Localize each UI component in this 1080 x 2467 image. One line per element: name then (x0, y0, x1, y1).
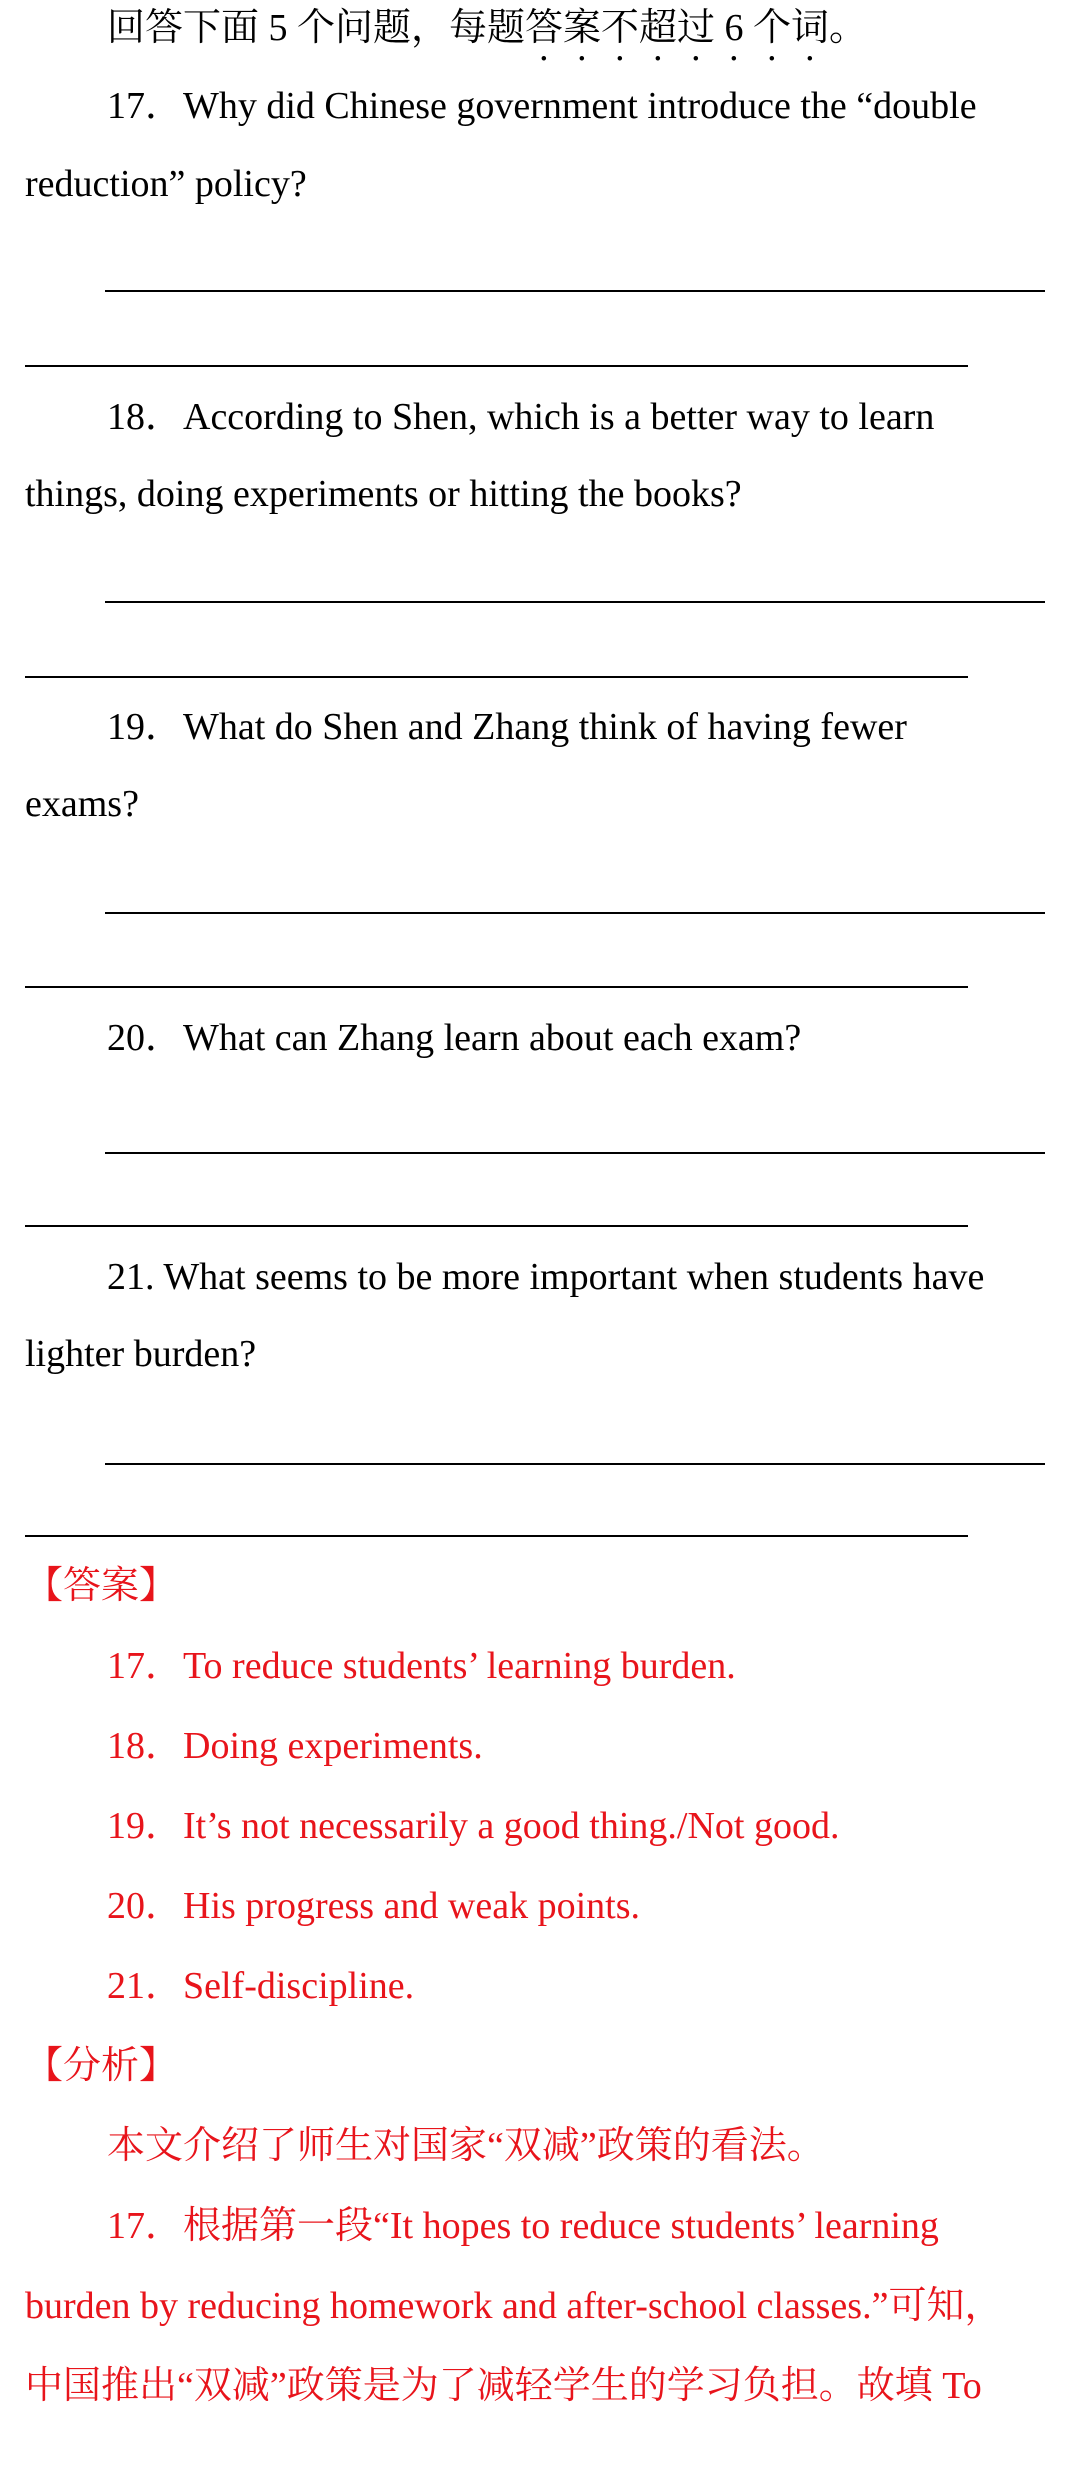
question-21-line-2: lighter burden? (25, 1333, 257, 1375)
answer-blank-line[interactable] (105, 1463, 1045, 1465)
analysis-line-3: 中国推出“双减”政策是为了减轻学生的学习负担。故填 To (25, 2365, 982, 2407)
answer-blank-line[interactable] (25, 365, 968, 367)
answer-17: 17．To reduce students’ learning burden. (107, 1645, 736, 1687)
answer-blank-line[interactable] (105, 290, 1045, 292)
answer-blank-line[interactable] (105, 912, 1045, 914)
instruction-text (107, 4, 867, 70)
question-21-line-1: 21. What seems to be more important when students have (107, 1256, 985, 1298)
instruction-after: 。 (829, 7, 868, 49)
answer-blank-line[interactable] (105, 601, 1045, 603)
question-18-line-1: 18．According to Shen, which is a better way to learn (107, 396, 935, 438)
question-17-line-2: reduction” policy? (25, 163, 307, 205)
answer-blank-line[interactable] (25, 1225, 968, 1227)
answer-blank-line[interactable] (25, 1535, 968, 1537)
answer-blank-line[interactable] (105, 1152, 1045, 1154)
answer-21: 21．Self-discipline. (107, 1965, 415, 2007)
answer-20: 20．His progress and weak points. (107, 1885, 640, 1927)
question-18-line-2: things, doing experiments or hitting the books? (25, 473, 742, 515)
answer-blank-line[interactable] (25, 676, 968, 678)
analysis-intro: 本文介绍了师生对国家“双减”政策的看法。 (107, 2125, 825, 2167)
answer-18: 18．Doing experiments. (107, 1725, 483, 1767)
analysis-line-2: burden by reducing homework and after-school classes.”可知， (25, 2285, 1003, 2327)
answer-blank-line[interactable] (25, 986, 968, 988)
answer-19: 19．It’s not necessarily a good thing./Not good. (107, 1805, 840, 1847)
question-17-line-1: 17．Why did Chinese government introduce the “double (107, 85, 977, 127)
question-19-line-2: exams? (25, 783, 139, 825)
analysis-heading: 【分析】 (25, 2045, 178, 2087)
analysis-line-1: 17．根据第一段“It hopes to reduce students’ learning (107, 2205, 939, 2247)
answer-heading: 【答案】 (25, 1565, 178, 1607)
question-20-line-1: 20．What can Zhang learn about each exam? (107, 1017, 802, 1059)
instruction-emphasis: 答案不超过 6 个词 (525, 7, 830, 49)
instruction-before: 回答下面 5 个问题，每题 (107, 7, 526, 49)
question-19-line-1: 19．What do Shen and Zhang think of having fewer (107, 706, 907, 748)
